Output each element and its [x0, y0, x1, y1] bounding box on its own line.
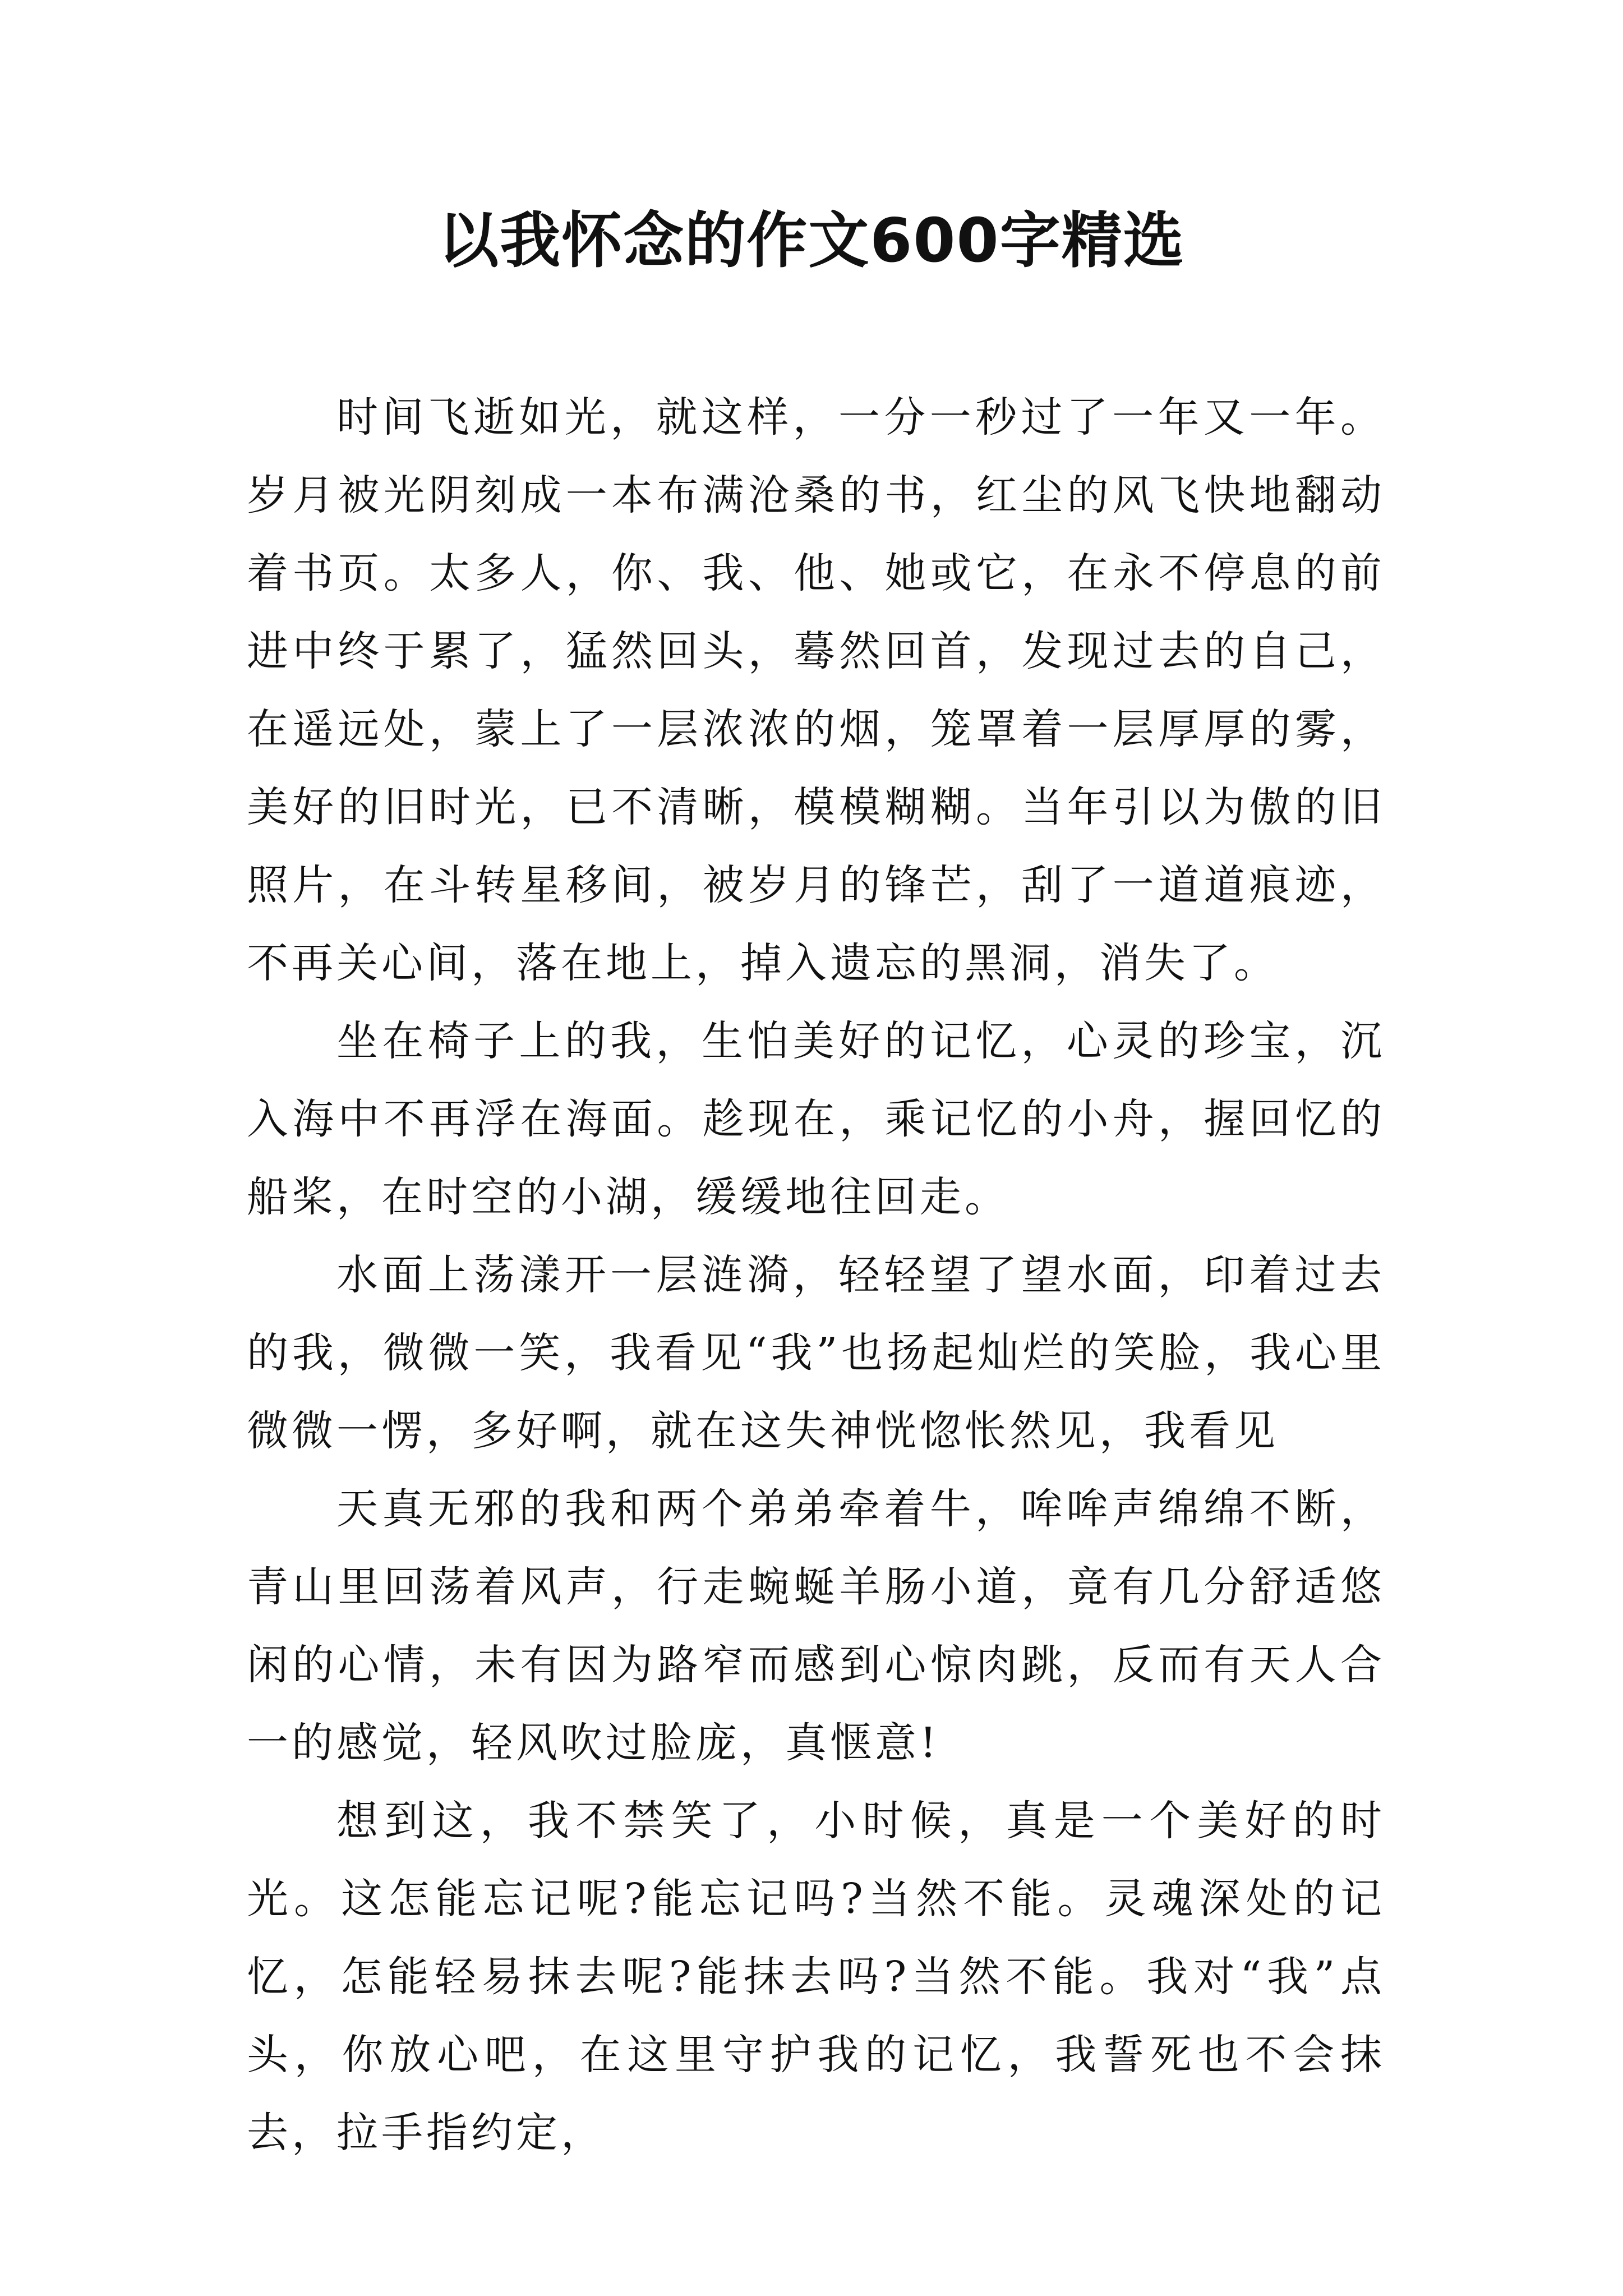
paragraph-3: 水面上荡漾开一层涟漪，轻轻望了望水面，印着过去的我，微微一笑，我看见“我”也扬起灿烂的笑脸，我心里微微一愣，多好啊，就在这失神恍惚怅然见，我看见	[247, 1251, 1385, 1455]
paragraph-4: 天真无邪的我和两个弟弟牵着牛，哞哞声绵绵不断，青山里回荡着风声，行走蜿蜒羊肠小道，竟有几分舒适悠闲的心情，未有因为路窄而感到心惊肉跳，反而有天人合一的感觉，轻风吹过脸庞，真惬意!	[247, 1485, 1385, 1767]
document-body	[247, 379, 1385, 2172]
paragraph-1: 时间飞逝如光，就这样，一分一秒过了一年又一年。岁月被光阴刻成一本布满沧桑的书，红尘的风飞快地翻动着书页。太多人，你、我、他、她或它，在永不停息的前进中终于累了，猛然回头，蓦然回首，发现过去的自己，在遥远处，蒙上了一层浓浓的烟，笼罩着一层厚厚的雾，美好的旧时光，已不清晰，模模糊糊。当年引以为傲的旧照片，在斗转星移间，被岁月的锋芒，刮了一道道痕迹，不再关心间，落在地上，掉入遗忘的黑洞，消失了。	[247, 393, 1385, 987]
paragraph-5: 想到这，我不禁笑了，小时候，真是一个美好的时光。这怎能忘记呢?能忘记吗?当然不能。灵魂深处的记忆，怎能轻易抹去呢?能抹去吗?当然不能。我对“我”点头，你放心吧，在这里守护我的记忆，我誓死也不会抹去，拉手指约定，	[247, 1797, 1385, 2157]
document-title: 以我怀念的作文600字精选	[438, 206, 1185, 276]
paragraph-2: 坐在椅子上的我，生怕美好的记忆，心灵的珍宝，沉入海中不再浮在海面。趁现在，乘记忆的小舟，握回忆的船桨，在时空的小湖，缓缓地往回走。	[247, 1017, 1385, 1221]
